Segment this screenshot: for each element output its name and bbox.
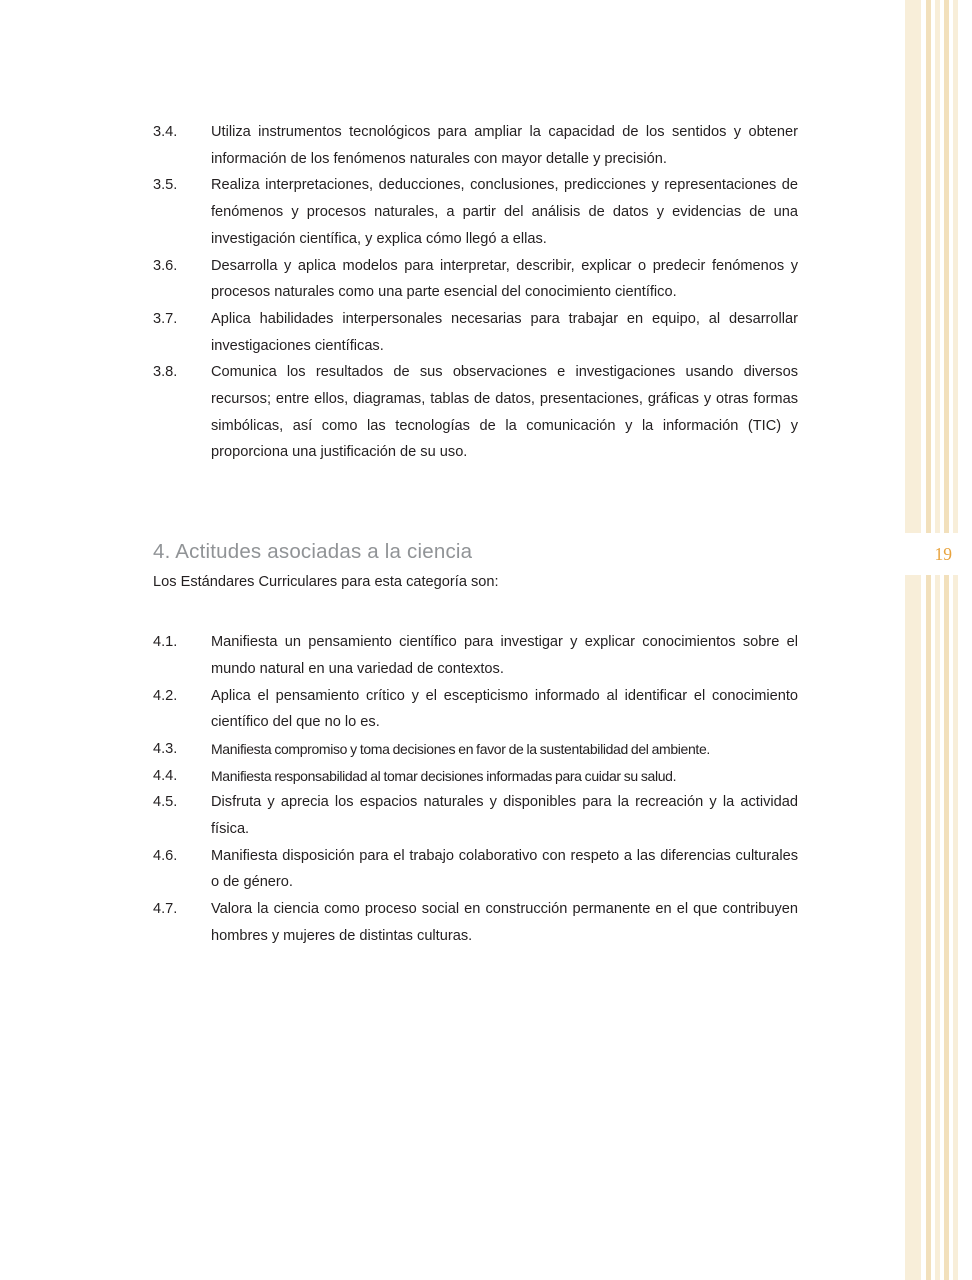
standards-list-section-4 [153,629,798,949]
item-number: 3.4. [153,124,178,140]
list-item [153,306,798,359]
item-text: Aplica el pensamiento crítico y el escepticismo informado al identificar el conocimiento científico del que no lo es. [211,687,798,731]
item-text: Manifiesta responsabilidad al tomar decisiones informadas para cuidar su salud. [211,767,677,784]
list-item [153,736,798,763]
item-text: Desarrolla y aplica modelos para interpretar, describir, explicar o predecir fenómenos y procesos naturales como una parte esencial del conocimiento científico. [211,257,798,301]
item-number: 4.7. [153,901,178,918]
list-item [153,119,798,172]
page-number: 19 [934,544,952,564]
list-item [153,789,798,842]
item-number: 4.5. [153,794,178,811]
item-number: 4.1. [153,634,178,651]
list-item [153,763,798,790]
item-text: Utiliza instrumentos tecnológicos para ampliar la capacidad de los sentidos y obtener información de los fenómenos naturales con mayor detalle y precisión. [211,124,798,167]
list-item [153,629,798,682]
item-text: Manifiesta disposición para el trabajo colaborativo con respeto a las diferencias culturales o de género. [211,847,798,891]
stripe [953,0,958,1280]
stripe [944,0,949,1280]
item-number: 4.6. [153,847,178,864]
item-number: 3.7. [153,310,178,327]
item-number: 4.4. [153,767,178,784]
item-text: Realiza interpretaciones, deducciones, conclusiones, predicciones y representaciones de fenómenos y procesos naturales, a partir del análisis de datos y evidencias de una investigación científica, y explica cómo llegó a ellas. [211,177,798,247]
list-item [153,253,798,306]
item-text: Disfruta y aprecia los espacios naturales y disponibles para la recreación y la actividad física. [211,794,798,838]
item-number: 4.2. [153,687,178,704]
item-number: 3.5. [153,177,178,194]
section-heading: 4. Actitudes asociadas a la ciencia [153,540,473,564]
item-text: Valora la ciencia como proceso social en construcción permanente en el que contribuyen hombres y mujeres de distintas culturas. [211,901,798,944]
list-item [153,359,798,466]
list-item [153,683,798,736]
list-item [153,172,798,252]
item-number: 4.3. [153,740,178,757]
standards-list-section-3 [153,119,798,466]
item-text: Comunica los resultados de sus observaciones e investigaciones usando diversos recursos; entre ellos, diagramas, tablas de datos, presentaciones, gráficas y otras formas simbólicas, así como las tecnologías de la comunicación y la información (TIC) y proporciona una justificación de su uso. [211,364,798,461]
decorative-stripe-rail [900,0,972,1280]
list-item [153,896,798,949]
page-content [153,119,798,950]
item-text: Manifiesta un pensamiento científico para investigar y explicar conocimientos sobre el mundo natural en una variedad de contextos. [211,634,798,677]
stripe [935,0,940,1280]
item-text: Manifiesta compromiso y toma decisiones en favor de la sustentabilidad del ambiente. [211,740,710,757]
page-number-band [900,533,972,575]
list-item [153,843,798,896]
item-number: 3.8. [153,364,178,381]
item-text: Aplica habilidades interpersonales necesarias para trabajar en equipo, al desarrollar investigaciones científicas. [211,310,798,354]
stripe [926,0,931,1280]
section-intro: Los Estándares Curriculares para esta categoría son: [153,574,499,591]
item-number: 3.6. [153,257,178,274]
stripe [905,0,921,1280]
